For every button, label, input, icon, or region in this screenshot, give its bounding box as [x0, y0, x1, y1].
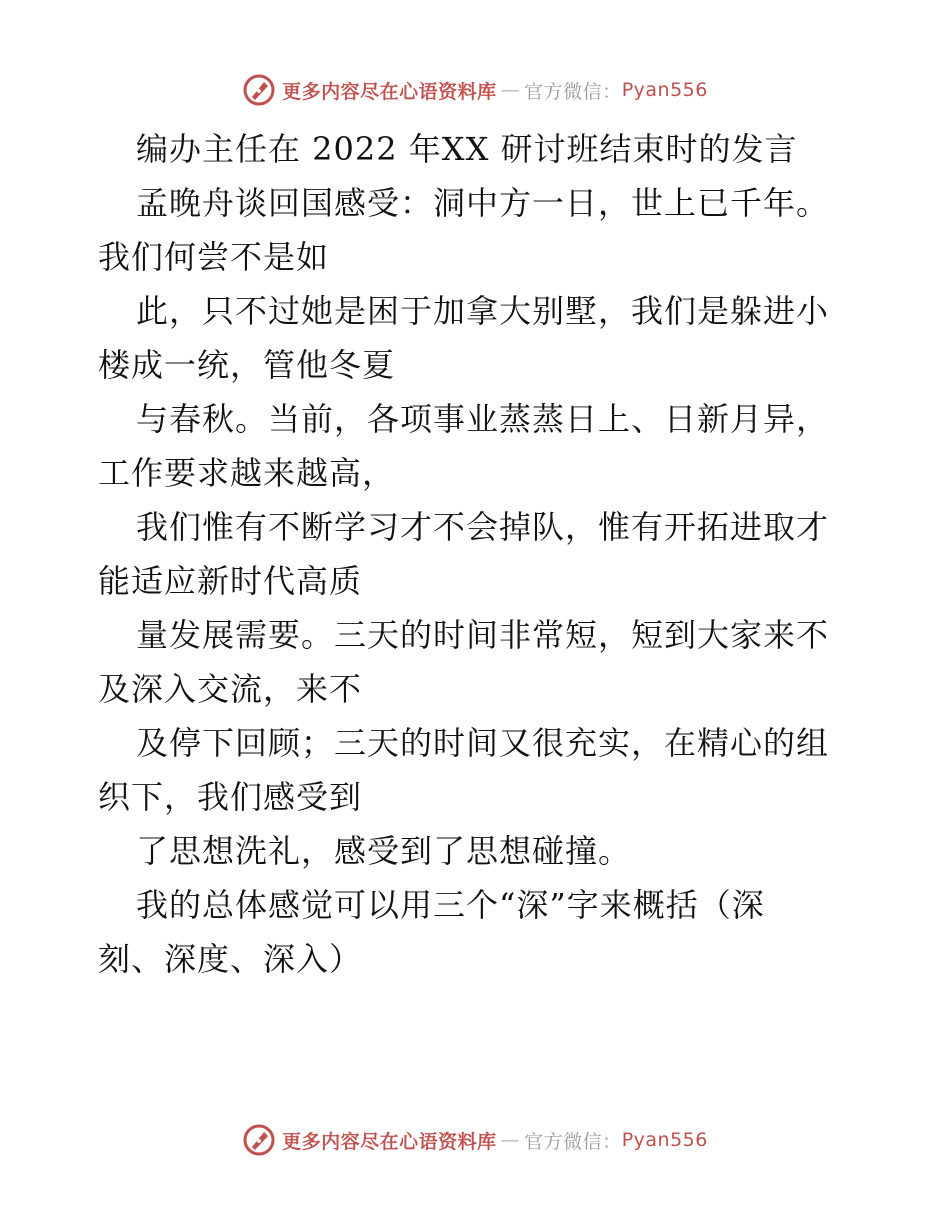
paragraph-line: 我的总体感觉可以用三个“深”字来概括（深: [136, 886, 765, 924]
paragraph-line: 楼成一统，管他冬夏: [98, 346, 396, 384]
paragraph: [98, 284, 858, 392]
paragraph: [98, 716, 858, 824]
paragraph: [98, 500, 858, 608]
document-title: [98, 122, 858, 176]
paragraph-line: 工作要求越来越高，: [98, 454, 396, 492]
watermark-label: 官方微信：: [524, 80, 622, 103]
footer-watermark: [0, 1120, 950, 1160]
paragraph-line: 能适应新时代高质: [98, 562, 363, 600]
paragraph-line: 及停下回顾；三天的时间又很充实，在精心的组: [136, 724, 830, 762]
title-text: 编办主任在 2022 年XX 研讨班结束时的发言: [136, 130, 798, 168]
watermark-account: Pyan556: [621, 79, 708, 101]
paragraph: [98, 878, 858, 986]
watermark-brand: 更多内容尽在心语资料库: [282, 80, 497, 103]
paragraph-line: 量发展需要。三天的时间非常短，短到大家来不: [136, 616, 830, 654]
paragraph-line: 此，只不过她是困于加拿大别墅，我们是躲进小: [136, 292, 830, 330]
paragraph: [98, 824, 858, 878]
header-watermark: [0, 70, 950, 110]
paragraph-line: 织下，我们感受到: [98, 778, 363, 816]
pen-nib-circle-icon: [242, 1123, 276, 1157]
paragraph-line: 与春秋。当前，各项事业蒸蒸日上、日新月异，: [136, 400, 830, 438]
watermark-dash: —: [500, 79, 521, 101]
pen-nib-circle-icon: [242, 73, 276, 107]
watermark-dash: —: [500, 1129, 521, 1151]
watermark-label: 官方微信：: [524, 1130, 622, 1153]
watermark-brand: 更多内容尽在心语资料库: [282, 1130, 497, 1153]
paragraph-line: 及深入交流，来不: [98, 670, 363, 708]
document-body: [98, 122, 858, 986]
watermark-account: Pyan556: [621, 1129, 708, 1151]
paragraph-line: 刻、深度、深入）: [98, 940, 363, 978]
paragraph-line: 我们惟有不断学习才不会掉队，惟有开拓进取才: [136, 508, 830, 546]
paragraph: [98, 392, 858, 500]
paragraph-line: 了思想洗礼，感受到了思想碰撞。: [136, 832, 632, 870]
paragraph-line: 孟晚舟谈回国感受：洞中方一日，世上已千年。: [136, 184, 830, 222]
paragraph: [98, 176, 858, 284]
paragraph-line: 我们何尝不是如: [98, 238, 330, 276]
paragraph: [98, 608, 858, 716]
